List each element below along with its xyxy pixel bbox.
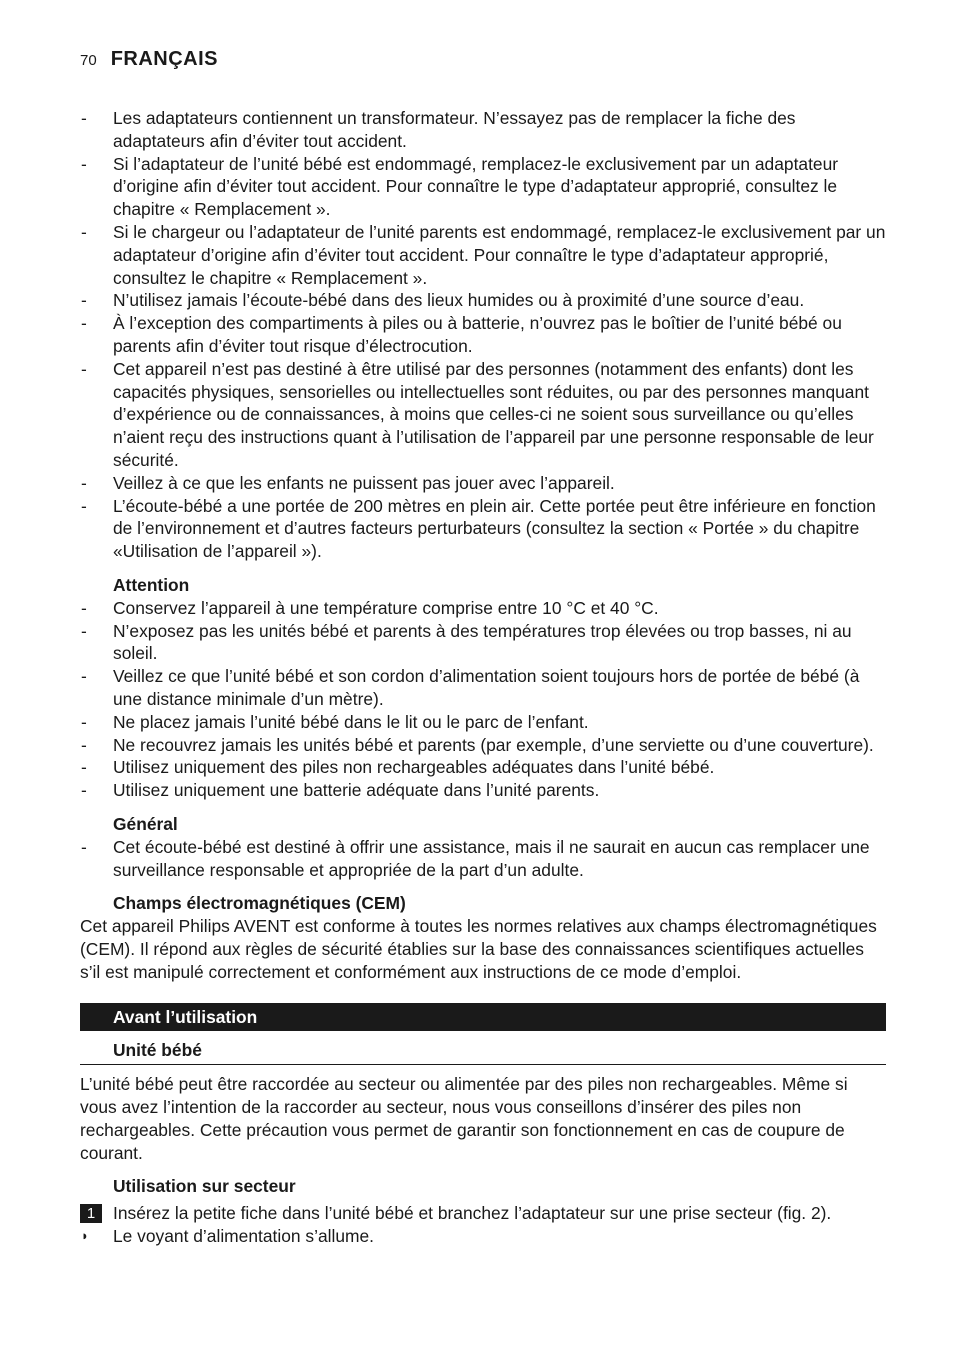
list-item: - Les adaptateurs contiennent un transformateur. N’essayez pas de remplacer la fiche des adaptateurs afin d’éviter tout accident. <box>81 108 796 151</box>
list-item: - Cet écoute-bébé est destiné à offrir une assistance, mais il ne saurait en aucun cas remplacer une surveillance responsable et appropriée de la part d’un adulte. <box>81 836 870 880</box>
list-item: - Si l’adaptateur de l’unité bébé est endommagé, remplacez-le exclusivement par un adaptateur d’origine afin d’éviter tout accident. Pour connaître le type d’adaptateur approprié, consultez le chapitre « Remplacement ». <box>81 153 839 220</box>
unite-bebe-paragraph: L’unité bébé peut être raccordée au secteur ou alimentée par des piles non rechargeables. Même si vous avez l’intention de la raccorder au secteur, nous vous conseillons d’insérer des piles non rechargeables. Cette précaution vous permet de garantir son fonctionnement en cas de coupure de courant. <box>80 1074 848 1163</box>
cem-paragraph: Cet appareil Philips AVENT est conforme à toutes les normes relatives aux champs électromagnétiques (CEM). Il répond aux règles de sécurité établies sur la base des connaissances scientifiques actuelles s’il est manipulé correctement et conformément aux instructions de ce mode d’emploi. <box>80 916 877 982</box>
list-item: - Utilisez uniquement une batterie adéquate dans l’unité parents. <box>81 780 600 801</box>
result-item <box>80 1225 886 1248</box>
language-heading: FRANÇAIS <box>110 48 219 70</box>
page-content <box>80 107 886 1248</box>
page-header <box>80 48 218 73</box>
attention-list <box>80 597 886 802</box>
page-number: 70 <box>80 52 97 69</box>
list-item: - Si le chargeur ou l’adaptateur de l’unité parents est endommagé, remplacez-le exclusivement par un adaptateur d’origine afin d’éviter tout accident. Pour connaître le type d’adaptateur approprié, consultez le chapitre « Remplacement ». <box>81 221 886 288</box>
list-item: - Conservez l’appareil à une température comprise entre 10 °C et 40 °C. <box>81 597 659 618</box>
list-item: - Utilisez uniquement des piles non rechargeables adéquates dans l’unité bébé. <box>81 757 715 778</box>
section-title-bar: Avant l’utilisation <box>80 1003 886 1031</box>
cem-heading: Champs électromagnétiques (CEM) <box>113 893 406 914</box>
step-number-badge: 1 <box>80 1204 102 1223</box>
secteur-heading: Utilisation sur secteur <box>113 1176 296 1197</box>
result-text: Le voyant d’alimentation s’allume. <box>113 1226 375 1247</box>
list-item: - Veillez ce que l’unité bébé et son cordon d’alimentation soient toujours hors de portée de bébé (à une distance minimale d’un mètre). <box>81 666 860 709</box>
result-arrow-icon: ◗ <box>81 1228 89 1244</box>
step-item <box>80 1202 886 1225</box>
list-item: - Veillez à ce que les enfants ne puissent pas jouer avec l’appareil. <box>81 472 615 493</box>
list-item: - À l’exception des compartiments à piles ou à batterie, n’ouvrez pas le boîtier de l’unité bébé ou parents afin d’éviter tout risque d’électrocution. <box>81 313 842 356</box>
general-heading: Général <box>113 813 178 834</box>
unite-bebe-heading: Unité bébé <box>80 1039 886 1065</box>
attention-heading: Attention <box>113 574 190 595</box>
list-item: - Ne placez jamais l’unité bébé dans le lit ou le parc de l’enfant. <box>81 711 589 732</box>
list-item: - N’utilisez jamais l’écoute-bébé dans des lieux humides ou à proximité d’une source d’eau. <box>81 290 805 311</box>
list-item: - N’exposez pas les unités bébé et parents à des températures trop élevées ou trop basses, ni au soleil. <box>81 620 852 664</box>
list-item: - L’écoute-bébé a une portée de 200 mètres en plein air. Cette portée peut être inférieure en fonction de l’environnement et d’autres facteurs perturbateurs (consultez la section « Portée » du chapitre «Utilisation de l’appareil »). <box>81 495 876 562</box>
list-item: - Ne recouvrez jamais les unités bébé et parents (par exemple, d’une serviette ou d’une couverture). <box>81 734 874 755</box>
general-list <box>80 836 886 882</box>
step-text: Insérez la petite fiche dans l’unité bébé et branchez l’adaptateur sur une prise secteur (fig. 2). <box>113 1203 832 1224</box>
list-item: - Cet appareil n’est pas destiné à être utilisé par des personnes (notamment des enfants) dont les capacités physiques, sensorielles ou intellectuelles sont réduites, ou par des personnes manquant d’expérience ou de connaissances, à moins que celles-ci ne soient sous surveillance ou qu’elles n’aient reçu des instructions quant à l’utilisation de l’appareil par une personne responsable de leur sécurité. <box>81 358 874 470</box>
safety-list <box>80 107 886 563</box>
